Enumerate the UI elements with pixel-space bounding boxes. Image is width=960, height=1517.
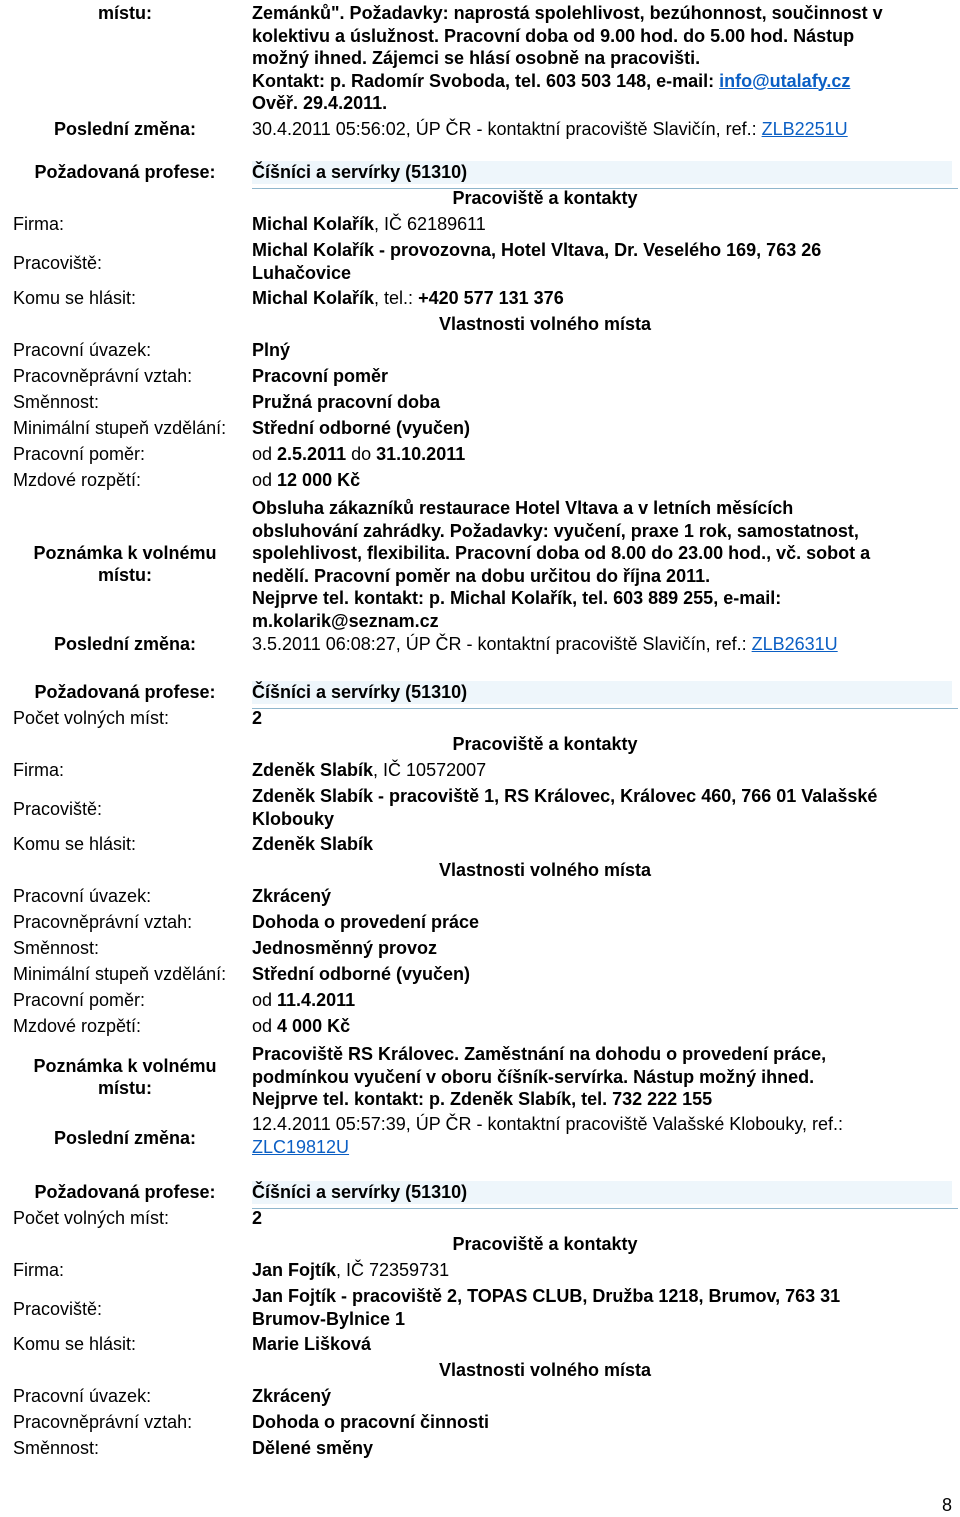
shifts-row: Směnnost: Dělené směny	[13, 1438, 374, 1458]
shifts-row: Směnnost: Jednosměnný provoz	[13, 938, 438, 958]
contact-phone: +420 577 131 376	[418, 288, 564, 308]
workplace-row: Pracoviště: Zdeněk Slabík - pracoviště 1, RS Královec, Královec 460, 766 01 Valašské Klobouky	[13, 786, 878, 829]
vacancy-1	[0, 161, 960, 659]
workplace-row: Pracoviště: Jan Fojtík - pracoviště 2, TOPAS CLUB, Družba 1218, Brumov, 763 31 Brumov-Bylnice 1	[13, 1286, 841, 1329]
employment-row: Pracovní poměr: od 2.5.2011 do 31.10.2011	[13, 444, 466, 464]
relation-row: Pracovněprávní vztah: Dohoda o provedení práce	[13, 912, 480, 932]
note-row	[0, 495, 960, 633]
vacancy-2: Požadovaná profese: Číšníci a servírky (51310) Počet volných míst: 2 Pracoviště a kontakty Firma: Zdeněk Slabík, IČ 10572007 Pracoviště: Zdeněk Slabík - pracoviště 1, RS Královec, Královec 460, 766 01 Valašské Klobouky Komu se hlásit: Zdeněk Slabík Vlastnosti volného místa Pracovní úvazek: Zkrácený Pracovněprávní vztah: Dohoda o provedení práce Směnnost: Jednosměnný provoz Minimální stupeň vzdělání: Střední odborné (vyučen) Pracovní poměr: od 11.4.2011 Mzdové rozpětí: od 4 000 Kč Poznámka k volnému místu: Pracoviště RS Královec. Zaměstnání na dohodu o provedení práce, podmínkou vyučení v oboru číšník-servírka. Nástup možný ihned. Nejprve tel. kontakt: p. Zdeněk Slabík, tel. 732 222 155 Poslední změna: 12.4.2011 05:57:39, ÚP ČR - kontaktní pracoviště Valašské Klobouky, ref.: ZLC19812U	[0, 681, 960, 1163]
workplace-row: Pracoviště: Michal Kolařík - provozovna, Hotel Vltava, Dr. Veselého 169, 763 26 Luhačovice	[0, 239, 960, 287]
profession-row: Požadovaná profese: Číšníci a servírky (51310)	[0, 1181, 960, 1207]
prev-email-link[interactable]: info@utalafy.cz	[719, 70, 851, 91]
workplace-section-title: Pracoviště a kontakty	[452, 188, 638, 208]
positions-row: Počet volných míst: 2	[13, 708, 263, 728]
company-row: Firma: Michal Kolařík, IČ 62189611	[13, 214, 486, 234]
relation-row: Pracovněprávní vztah: Pracovní poměr	[13, 366, 389, 386]
prev-entry	[0, 2, 960, 137]
contact-row: Komu se hlásit: Marie Lišková	[13, 1334, 372, 1354]
company-id: , IČ 62189611	[374, 214, 486, 234]
ref-link[interactable]: ZLC19812U	[252, 1136, 350, 1157]
note-value: Obsluha zákazníků restaurace Hotel Vltava a v letních měsících obsluhování zahrádky. Požadavky: vyučení, praxe 1 rok, samostatnost, spolehlivost, flexibilita. Pracovní doba od 8.00 do 23.00 hod., vč. sobot a nedělí. Pracovní poměr na dobu určitou do října 2011. Nejprve tel. kontakt: p. Michal Kolařík, tel. 603 889 255, e-mail: m.kolarik@seznam.cz	[252, 498, 871, 631]
vacancy-3: Požadovaná profese: Číšníci a servírky (51310) Počet volných míst: 2 Pracoviště a kontakty Firma: Jan Fojtík, IČ 72359731 Pracoviště: Jan Fojtík - pracoviště 2, TOPAS CLUB, Družba 1218, Brumov, 763 31 Brumov-Bylnice 1 Komu se hlásit: Marie Lišková Vlastnosti volného místa Pracovní úvazek: Zkrácený Pracovněprávní vztah: Dohoda o pracovní činnosti Směnnost: Dělené směny	[0, 1181, 960, 1463]
salary-row: Mzdové rozpětí: od 4 000 Kč	[13, 1016, 351, 1036]
profession-row: Požadovaná profese: Číšníci a servírky (51310)	[0, 681, 960, 707]
prev-ref-link[interactable]: ZLB2251U	[761, 119, 848, 139]
relation-row: Pracovněprávní vztah: Dohoda o pracovní činnosti	[13, 1412, 490, 1432]
profession-label: Požadovaná profese:	[34, 162, 216, 182]
prev-note-row	[0, 2, 960, 137]
workload-row: Pracovní úvazek: Zkrácený	[13, 1386, 332, 1406]
salary-row: Mzdové rozpětí: od 12 000 Kč	[13, 470, 361, 490]
education-row: Minimální stupeň vzdělání: Střední odborné (vyučen)	[13, 964, 471, 984]
ref-link[interactable]: ZLB2631U	[751, 634, 838, 654]
prev-last-change: 30.4.2011 05:56:02, ÚP ČR - kontaktní pracoviště Slavičín, ref.: ZLB2251U	[252, 119, 848, 139]
last-change-row: Poslední změna: 12.4.2011 05:57:39, ÚP ČR - kontaktní pracoviště Valašské Klobouky, ref.: ZLC19812U	[53, 1114, 843, 1157]
positions-row: Počet volných míst: 2	[13, 1208, 263, 1228]
company-name: Michal Kolařík	[252, 214, 375, 234]
shifts-row: Směnnost: Pružná pracovní doba	[13, 392, 441, 412]
note-row: Poznámka k volnému místu: Pracoviště RS Královec. Zaměstnání na dohodu o provedení práce, podmínkou vyučení v oboru číšník-servírka. Nástup možný ihned. Nejprve tel. kontakt: p. Zdeněk Slabík, tel. 732 222 155	[33, 1044, 827, 1109]
note-label: místu:	[98, 3, 152, 23]
workload-row: Pracovní úvazek: Zkrácený	[13, 886, 332, 906]
workload-row: Pracovní úvazek: Plný	[13, 340, 291, 360]
contact-row: Komu se hlásit: Zdeněk Slabík	[13, 834, 374, 854]
last-change-row: Poslední změna: 3.5.2011 06:08:27, ÚP ČR - kontaktní pracoviště Slavičín, ref.: ZLB2631U	[53, 634, 838, 654]
page-number: 8	[941, 1495, 952, 1515]
workplace-value: Michal Kolařík - provozovna, Hotel Vltava, Dr. Veselého 169, 763 26 Luhačovice	[252, 240, 822, 283]
profession-value: Číšníci a servírky (51310)	[252, 161, 952, 184]
education-row: Minimální stupeň vzdělání: Střední odborné (vyučen)	[13, 418, 471, 438]
note-label: Poznámka k volnému místu:	[33, 542, 217, 585]
contact-row: Komu se hlásit: Michal Kolařík, tel.: +420 577 131 376	[13, 288, 564, 308]
properties-section-title: Vlastnosti volného místa	[438, 314, 652, 334]
company-row: Firma: Jan Fojtík, IČ 72359731	[13, 1260, 450, 1280]
employment-row: Pracovní poměr: od 11.4.2011	[13, 990, 356, 1010]
last-change-label: Poslední změna:	[53, 119, 197, 139]
profession-row	[0, 161, 960, 187]
contact-name: Michal Kolařík	[252, 288, 375, 308]
company-row: Firma: Zdeněk Slabík, IČ 10572007	[13, 760, 487, 780]
prev-note: Zemánků". Požadavky: naprostá spolehlivost, bezúhonnost, součinnost v kolektivu a úslužnost. Pracovní doba od 9.00 hod. do 5.00 hod. Nástup možný ihned. Zájemci se hlásí osobně na pracovišti. Kontakt: p. Radomír Svoboda, tel. 603 503 148, e-mail: info@utalafy.cz Ověř. 29.4.2011. 30.4.2011 05:56:02, ÚP ČR - kontaktní pracoviště Slavičín, ref.: ZLB2251U	[252, 3, 883, 139]
